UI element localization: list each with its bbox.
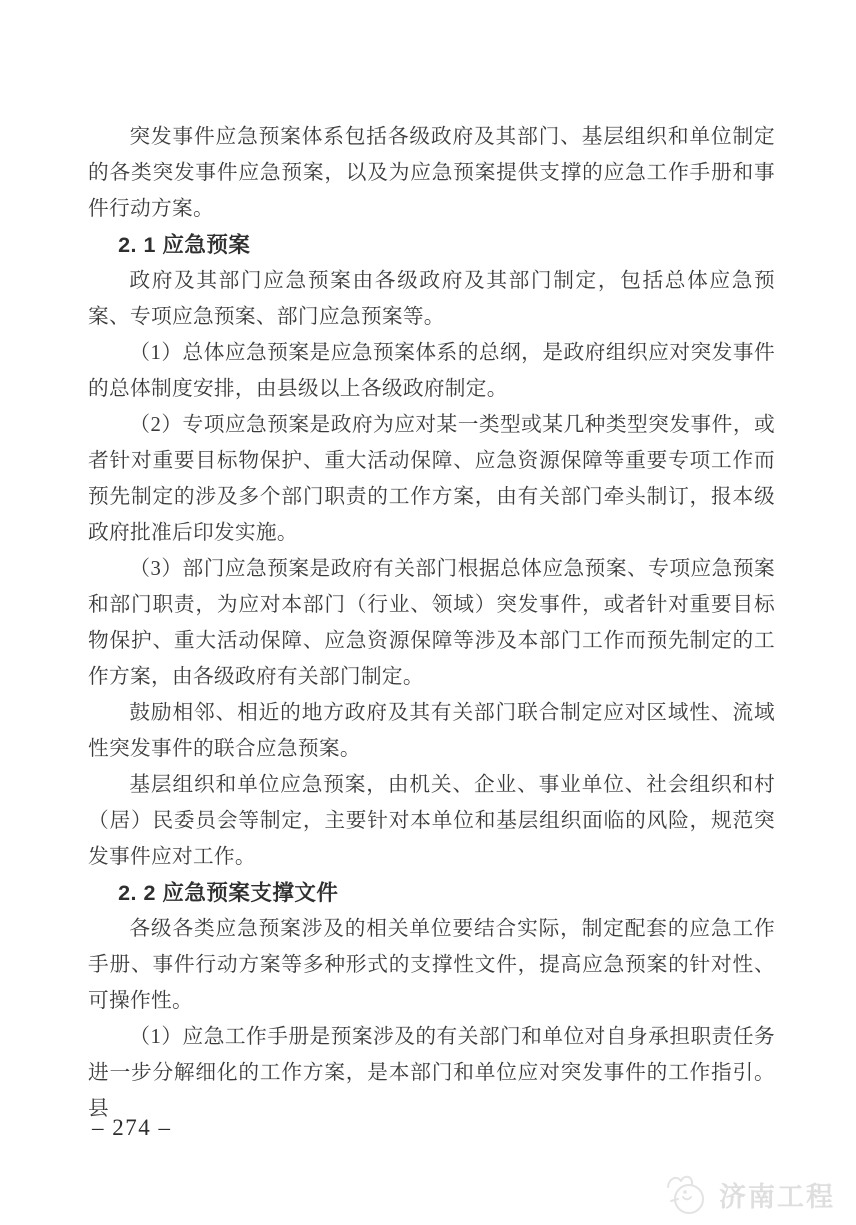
paragraph: （1）应急工作手册是预案涉及的有关部门和单位对自身承担职责任务进一步分解细化的工作方案，是本部门和单位应对突发事件的工作指引。县 bbox=[88, 1026, 775, 1120]
paragraph: （1）总体应急预案是应急预案体系的总纲，是政府组织应对突发事件的总体制度安排，由县级以上各级政府制定。 bbox=[88, 342, 775, 400]
paragraph: 突发事件应急预案体系包括各级政府及其部门、基层组织和单位制定的各类突发事件应急预案，以及为应急预案提供支撑的应急工作手册和事件行动方案。 bbox=[88, 126, 775, 220]
section-heading: 2. 1 应急预案 bbox=[118, 233, 251, 257]
watermark-label: 济南工程 bbox=[719, 1181, 835, 1212]
paragraph: （2）专项应急预案是政府为应对某一类型或某几种类型突发事件，或者针对重要目标物保护、重大活动保障、应急资源保障等重要专项工作而预先制定的涉及多个部门职责的工作方案，由有关部门牵头制订，报本级政府批准后印发实施。 bbox=[88, 414, 775, 544]
document-body bbox=[88, 119, 775, 1127]
section-heading: 2. 2 应急预案支撑文件 bbox=[118, 881, 339, 905]
paragraph: 政府及其部门应急预案由各级政府及其部门制定，包括总体应急预案、专项应急预案、部门应急预案等。 bbox=[88, 270, 775, 328]
bird-logo-icon bbox=[662, 1172, 710, 1216]
watermark bbox=[662, 1172, 835, 1216]
page-number: – 274 – bbox=[92, 1115, 172, 1140]
paragraph: 基层组织和单位应急预案，由机关、企业、事业单位、社会组织和村（居）民委员会等制定，主要针对本单位和基层组织面临的风险，规范突发事件应对工作。 bbox=[88, 774, 775, 868]
paragraph: 鼓励相邻、相近的地方政府及其有关部门联合制定应对区域性、流域性突发事件的联合应急预案。 bbox=[88, 702, 775, 760]
paragraph: （3）部门应急预案是政府有关部门根据总体应急预案、专项应急预案和部门职责，为应对本部门（行业、领域）突发事件，或者针对重要目标物保护、重大活动保障、应急资源保障等涉及本部门工作而预先制定的工作方案，由各级政府有关部门制定。 bbox=[88, 558, 775, 688]
paragraph: 各级各类应急预案涉及的相关单位要结合实际，制定配套的应急工作手册、事件行动方案等多种形式的支撑性文件，提高应急预案的针对性、可操作性。 bbox=[88, 918, 775, 1012]
